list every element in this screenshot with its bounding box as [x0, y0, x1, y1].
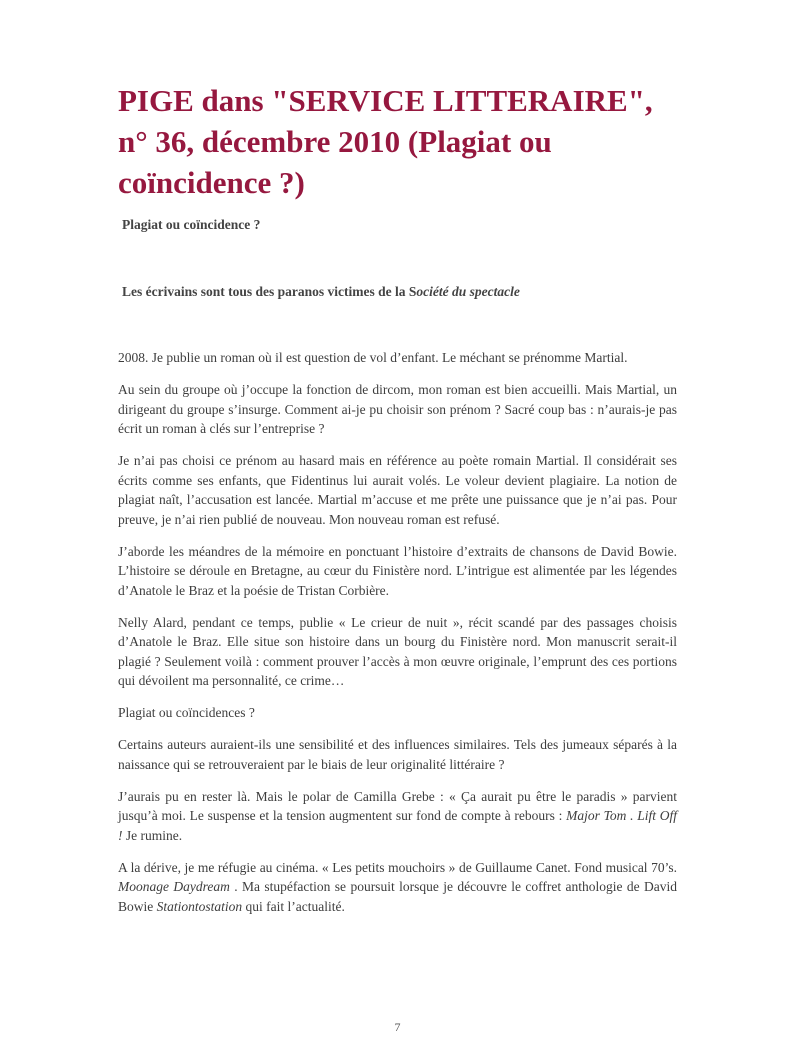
paragraph: J’aborde les méandres de la mémoire en ponctuant l’histoire d’extraits de chansons de David Bowie. L’histoire se déroule en Bretagne, au cœur du Finistère nord. L’intrigue est alimentée par les légendes d’Anatole le Braz et la poésie de Tristan Corbière.	[118, 543, 677, 598]
song-title: Moonage Daydream	[118, 879, 230, 894]
heading-text: Les écrivains sont tous des paranos victimes de la S	[122, 284, 417, 299]
heading-emphasis: ociété du spectacle	[416, 284, 520, 299]
page-title: PIGE dans "SERVICE LITTERAIRE", n° 36, décembre 2010 (Plagiat ou coïncidence ?)	[118, 83, 653, 200]
page-number: 7	[394, 1020, 401, 1034]
paragraph: 2008. Je publie un roman où il est question de vol d’enfant. Le méchant se prénomme Martial.	[118, 350, 628, 365]
article-body	[118, 348, 677, 929]
paragraph-text: . Ma stupéfaction se poursuit lorsque je découvre le coffret anthologie de David Bowie	[118, 879, 677, 914]
paragraph: Nelly Alard, pendant ce temps, publie « Le crieur de nuit », récit scandé par des passages choisis d’Anatole le Braz. Elle situe son histoire dans un bourg du Finistère nord. Mon manuscrit serait-il plagié ? Seulement voilà : comment prouver l’accès à mon œuvre originale, l’emprunt des ces portions qui dévoilent ma personnalité, ce crime…	[118, 614, 677, 688]
paragraph	[118, 858, 677, 917]
paragraph: Plagiat ou coïncidences ?	[118, 705, 255, 720]
paragraph: Au sein du groupe où j’occupe la fonction de dircom, mon roman est bien accueilli. Mais Martial, un dirigeant du groupe s’insurge. Comment ai-je pu choisir son prénom ? Sacré coup bas : n’aurais-je pas écrit un roman à clés sur l’entreprise ?	[118, 382, 677, 436]
paragraph-text: A la dérive, je me réfugie au cinéma. « Les petits mouchoirs » de Guillaume Canet. Fond musical 70’s.	[118, 859, 677, 875]
paragraph	[118, 787, 677, 846]
paragraph-text: J’aurais pu en rester là. Mais le polar de Camilla Grebe : « Ça aurait pu être le paradis » parvient jusqu’à moi. Le suspense et la tension augmentent sur fond de compte à rebours :	[118, 788, 677, 823]
paragraph-text: qui fait l’actualité.	[242, 898, 345, 914]
paragraph-text: Je rumine.	[122, 827, 183, 843]
article-subtitle: Plagiat ou coïncidence ?	[122, 217, 261, 232]
paragraph: Certains auteurs auraient-ils une sensibilité et des influences similaires. Tels des jumeaux séparés à la naissance qui se retrouveraient par le biais de leur originalité littéraire ?	[118, 737, 677, 772]
album-title: Stationtostation	[156, 898, 243, 914]
article-heading	[122, 284, 520, 300]
paragraph: Je n’ai pas choisi ce prénom au hasard mais en référence au poète romain Martial. Il considérait ses écrits comme ses enfants, que Fidentinus lui aurait volés. Le voleur devient plagiaire. La notion de plagiat naît, l’accusation est lancée. Martial m’accuse et me prête une puissance que je n’ai pas. Pour preuve, je n’ai rien publié de nouveau. Mon nouveau roman est refusé.	[118, 453, 677, 527]
song-title: Major Tom . Lift Off !	[118, 808, 677, 843]
